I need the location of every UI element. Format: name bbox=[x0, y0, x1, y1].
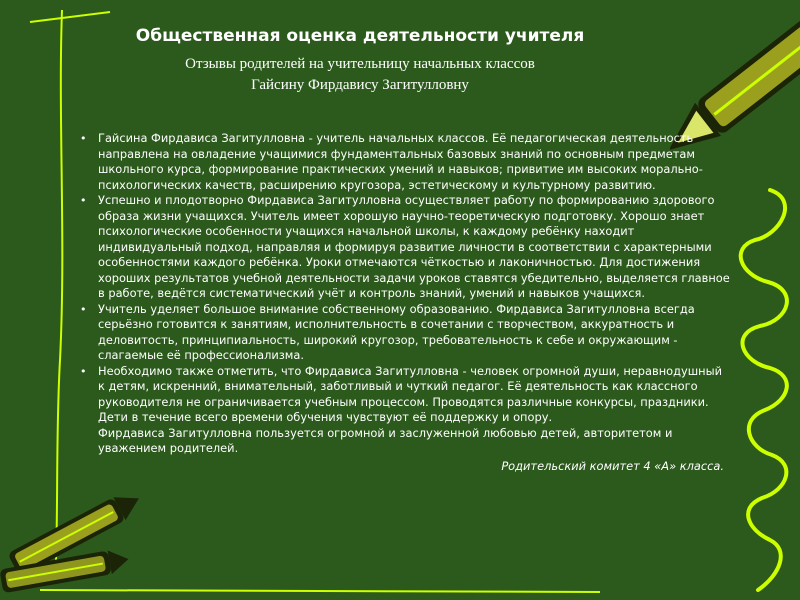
bullet-icon: • bbox=[80, 132, 87, 145]
paragraph-text: Учитель уделяет большое внимание собственному образованию. Фирдависа Загитулловна всегда серьёзно готовится к занятиям, исполнительность в сочетании с творчеством, аккуратность и деловитость, принципиальность, широкий кругозор, требовательность к себе и окружающим - слагаемые её профессионализма. bbox=[98, 301, 695, 362]
review-text bbox=[80, 131, 732, 474]
pencils-icon bbox=[0, 478, 150, 600]
paragraph-3 bbox=[80, 302, 732, 364]
squiggle-line bbox=[741, 190, 787, 590]
frame-top-line bbox=[30, 12, 110, 22]
paragraph-text: Успешно и плодотворно Фирдависа Загитулловна осуществляет работу по формированию здорового образа жизни учащихся. Учитель имеет хорошую научно-теоретическую подготовку. Хорошо знает психологические особенности учащихся начальной школы, к каждому ребёнку находит индивидуальный подход, направляя и формируя развитие личности в соответствии с характерными особенностями каждого ребёнка. Уроки отмечаются чёткостью и лаконичностью. Для достижения хороших результатов учебной деятельности задачи уроков ставятся убедительно, выделяется главное в работе, ведётся систематический учёт и контроль знаний, умений и навыков учащихся. bbox=[98, 193, 730, 300]
signature: Родительский комитет 4 «А» класса. bbox=[501, 458, 724, 473]
paragraph-1 bbox=[80, 131, 732, 193]
slide-subtitle-line-1: Отзывы родителей на учительницу начальных классов bbox=[185, 56, 535, 72]
bullet-icon: • bbox=[80, 302, 87, 316]
paragraph-text: Гайсина Фирдависа Загитулловна - учитель начальных классов. Её педагогическая деятельность направлена на овладение учащимися фундаментальных базовых знаний по основным предметам школьного курса, формирование практических умений и навыков; привитие им высоких морально-психологических качеств, расширению кругозора, эстетическому и культурному развитию. bbox=[98, 131, 703, 192]
bullet-icon: • bbox=[80, 194, 87, 207]
paragraph-5 bbox=[80, 426, 732, 457]
paragraph-text: Фирдависа Загитулловна пользуется огромной и заслуженной любовью детей, авторитетом и уважением родителей. bbox=[98, 425, 673, 455]
bullet-icon: • bbox=[80, 364, 87, 378]
paragraph-2 bbox=[80, 193, 732, 302]
paragraph-text: Необходимо также отметить, что Фирдависа Загитулловна - человек огромной души, неравнодушный к детям, искренний, внимательный, заботливый и чуткий педагог. Её деятельность как классного руководителя не ограничивается учебным процессом. Проводятся различные конкурсы, праздники. Дети в течение всего времени обучения чувствуют её поддержку и опору. bbox=[98, 363, 723, 424]
slide-title: Общественная оценка деятельности учителя bbox=[135, 26, 585, 46]
paragraph-4 bbox=[80, 364, 732, 426]
slide-subtitle-line-2: Гайсину Фирдавису Загитулловну bbox=[251, 77, 469, 93]
